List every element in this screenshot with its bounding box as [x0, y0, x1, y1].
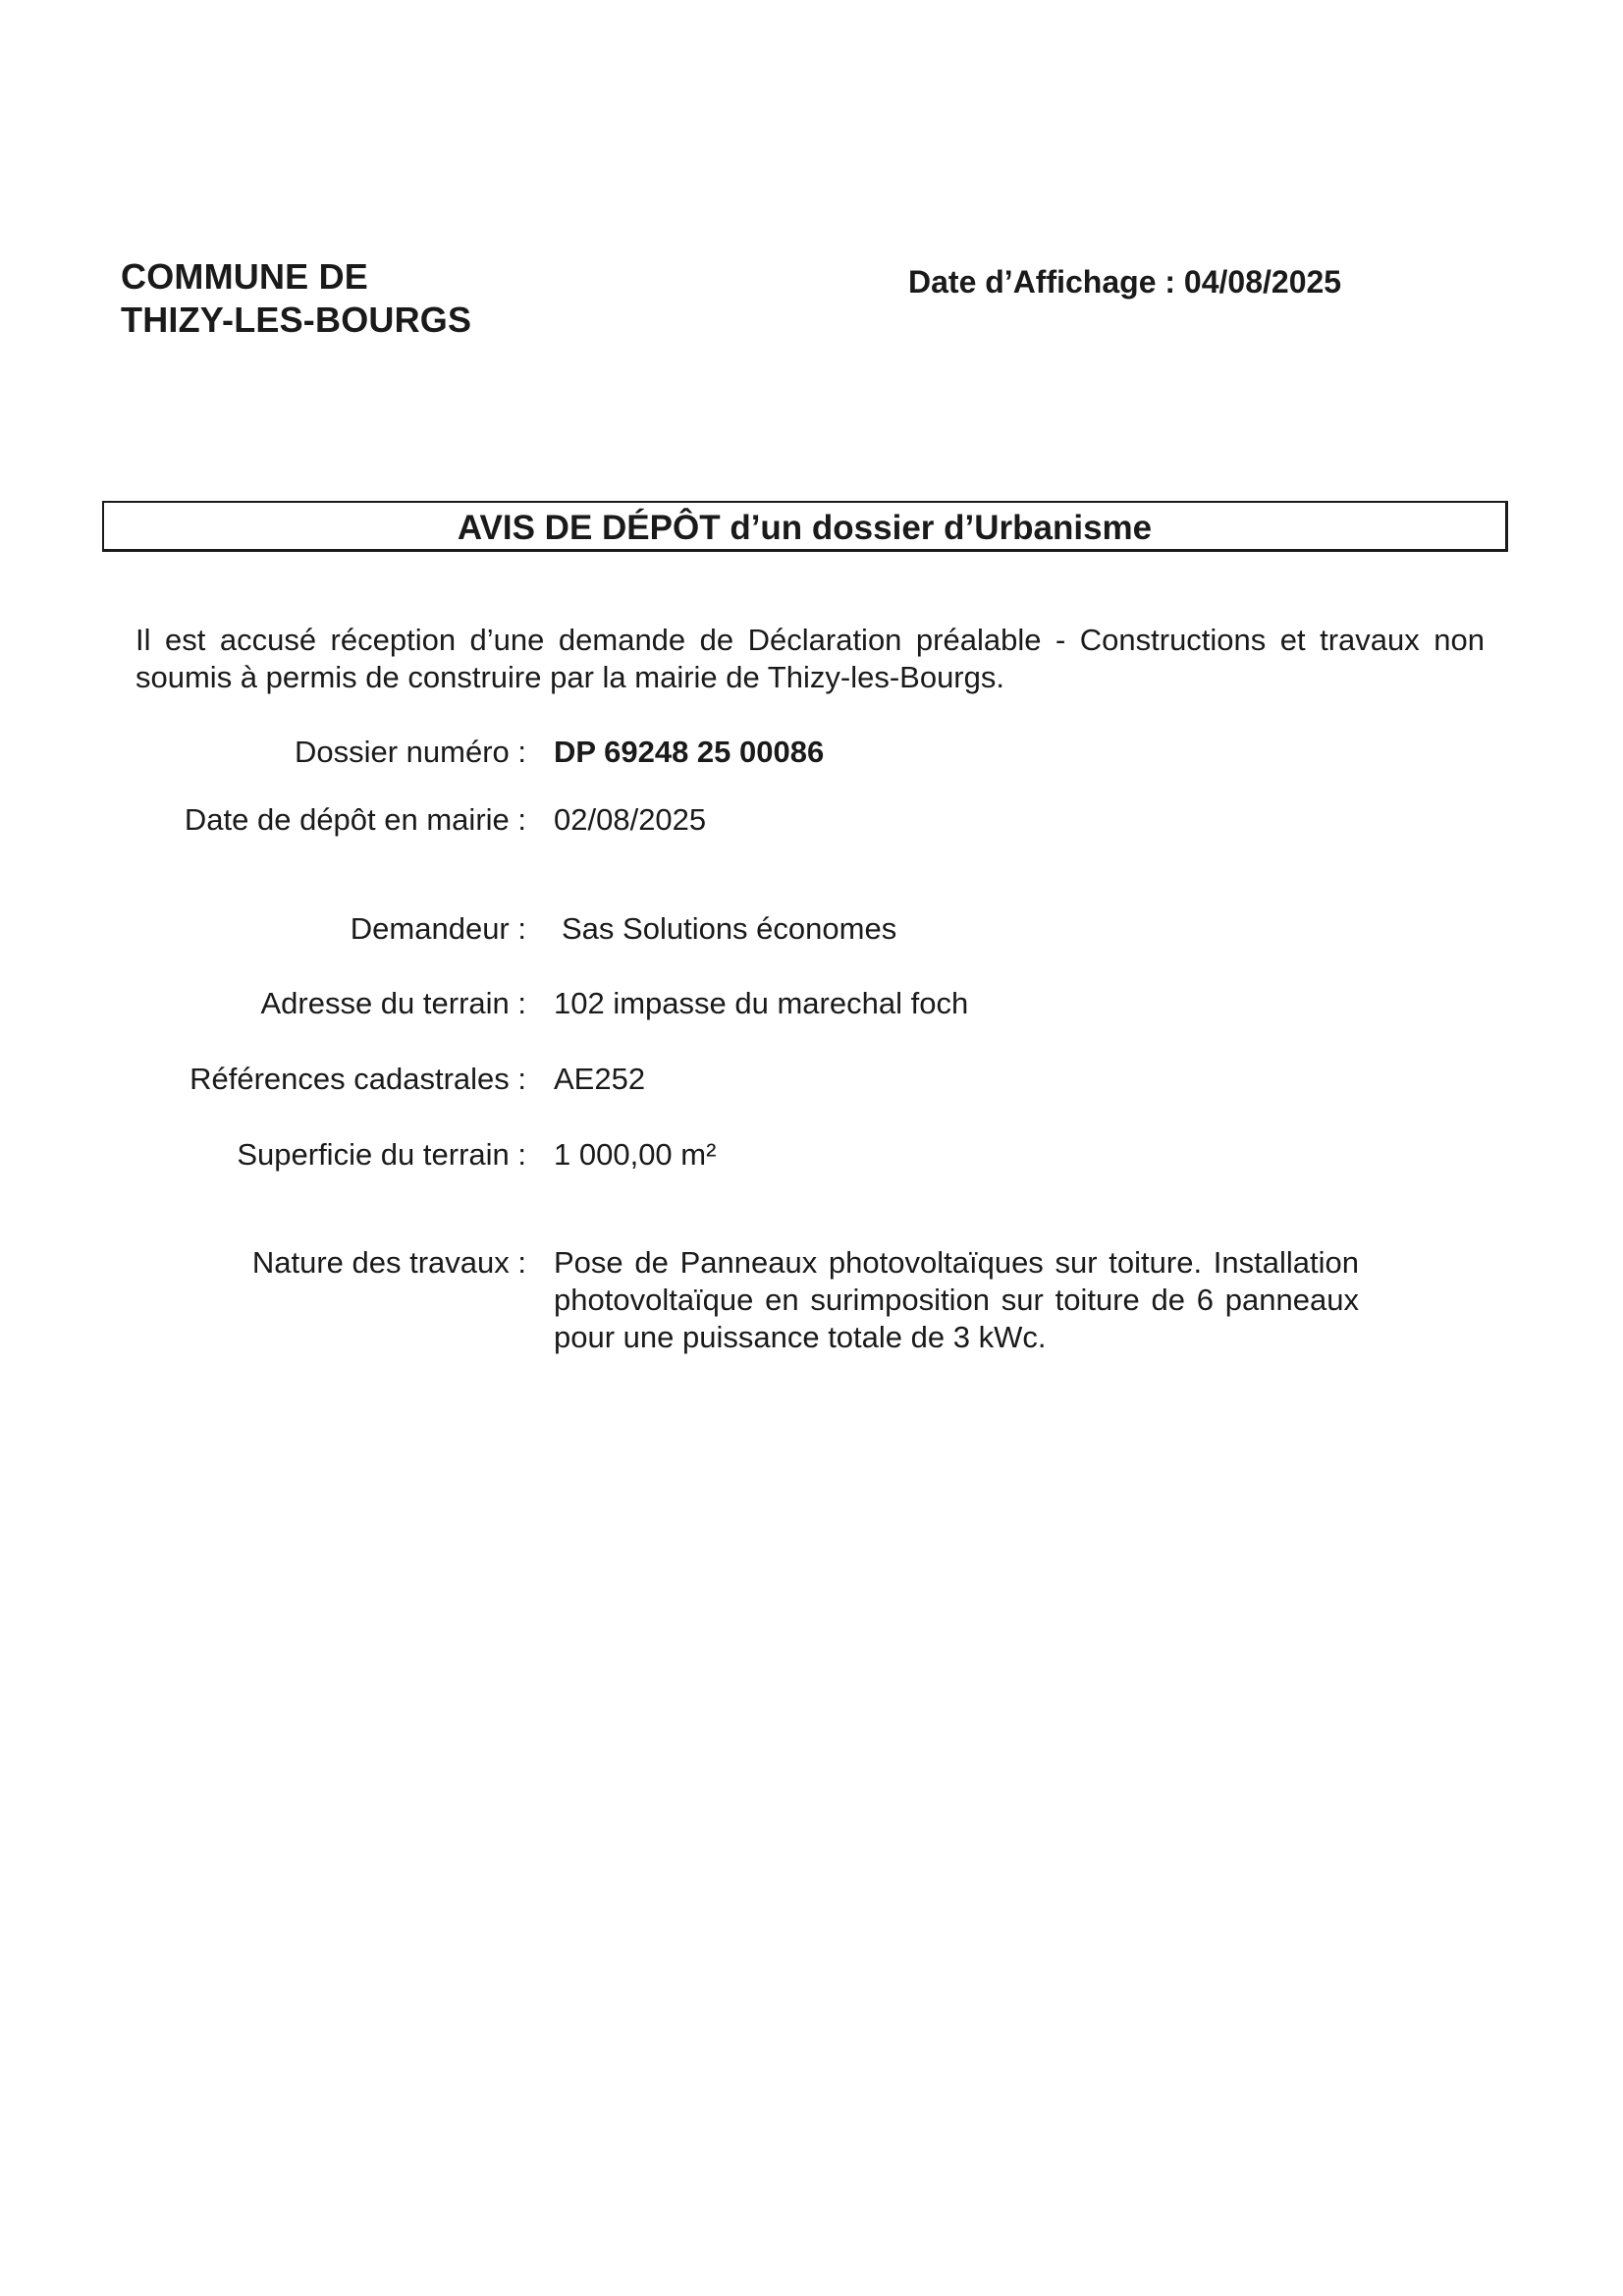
field-value: AE252 — [554, 1062, 646, 1096]
field-nature-value: Pose de Panneaux photovoltaïques sur toiture. Installation photovoltaïque en surimposition sur toiture de 6 panneaux pour une puissance totale de 3 kWc. — [554, 1245, 1359, 1354]
field-label: Dossier numéro : — [294, 735, 526, 769]
title-box — [102, 501, 1508, 552]
date-affichage: Date d’Affichage : 04/08/2025 — [908, 264, 1342, 300]
field-label: Adresse du terrain : — [260, 986, 526, 1020]
field-value: 02/08/2025 — [554, 802, 707, 837]
field-label: Date de dépôt en mairie : — [184, 802, 526, 837]
field-label: Nature des travaux : — [251, 1245, 526, 1280]
intro-paragraph: Il est accusé réception d’une demande de Déclaration préalable - Constructions et travaux non soumis à permis de construire par la mairie de Thizy-les-Bourgs. — [135, 623, 1485, 694]
commune-line-1: COMMUNE DE — [121, 256, 368, 297]
field-value: Sas Solutions économes — [562, 911, 897, 946]
commune-line-2: THIZY-LES-BOURGS — [121, 300, 472, 340]
document-title: AVIS DE DÉPÔT d’un dossier d’Urbanisme — [457, 509, 1153, 547]
field-value: 102 impasse du marechal foch — [554, 986, 969, 1020]
commune-name — [121, 255, 471, 342]
field-label: Superficie du terrain : — [237, 1137, 526, 1172]
field-value: DP 69248 25 00086 — [554, 735, 825, 769]
field-value: 1 000,00 m² — [554, 1137, 717, 1172]
field-label: Références cadastrales : — [189, 1062, 526, 1096]
field-label: Demandeur : — [350, 911, 526, 946]
